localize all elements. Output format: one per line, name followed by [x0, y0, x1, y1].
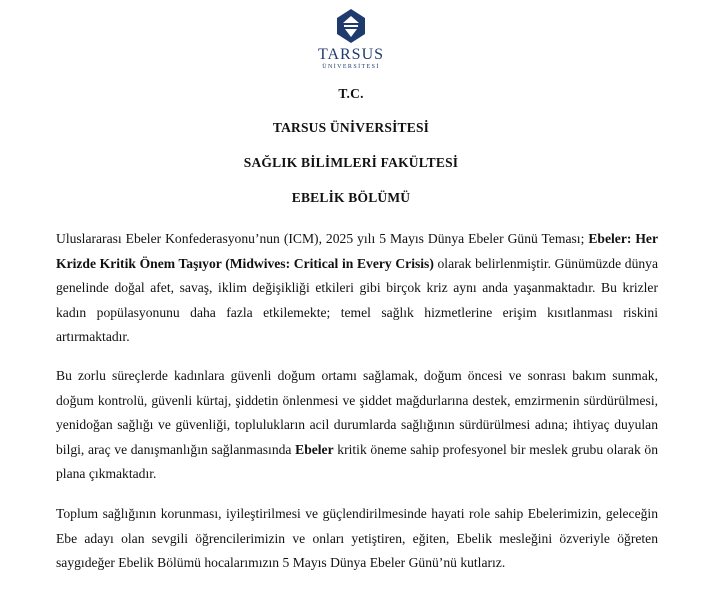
paragraph-role [56, 364, 658, 487]
header-tc: T.C. [338, 86, 364, 101]
paragraph-role-rest: kritik öneme sahip profesyonel bir meslek grubu olarak ön plana çıkmaktadır. [56, 441, 658, 481]
theme-title: Ebeler: Her Krizde Kritik Önem Taşıyor (Midwives: Critical in Every Crisis) [56, 231, 658, 271]
paragraph-role-intro: Bu zorlu süreçlerde kadınlara güvenli doğum ortamı sağlamak, doğum öncesi ve sonrası bakım sunmak, doğum kontrolü, güvenli kürtaj, şiddetin önlenmesi ve şiddet mağdurlarına destek, emzirmenin sürdürülmesi, yenidoğan sağlığı ve güvenliği, toplulukların acil durumlarda sağlığının sürdürülmesi adına; ihtiyaç duyulan bilgi, araç ve danışmanlığın sağlanmasında [56, 368, 658, 457]
paragraph-theme [56, 227, 658, 350]
logo-name: TARSUS [317, 46, 385, 63]
paragraph-theme-rest: olarak belirlenmiştir. Günümüzde dünya genelinde doğal afet, savaş, iklim değişikliği etkileri gibi birçok kriz aynı anda yaşanmaktadır. Bu krizler kadın popülasyonunu daha fazla etkilemekte; temel sağlık hizmetlerine erişim kısıtlanması riskini artırmaktadır. [56, 255, 658, 344]
logo-subtitle: ÜNİVERSİTESİ [322, 64, 380, 70]
university-logo [0, 8, 702, 71]
header-faculty: SAĞLIK BİLİMLERİ FAKÜLTESİ [243, 155, 459, 170]
header-university: TARSUS ÜNİVERSİTESİ [272, 120, 430, 135]
paragraph-theme-intro: Uluslararası Ebeler Konfederasyonu’nun (ICM), 2025 yılı 5 Mayıs Dünya Ebeler Günü Teması; [56, 231, 589, 246]
tarsus-seal-icon [336, 8, 366, 44]
paragraph-greeting: Toplum sağlığının korunması, iyileştirilmesi ve güçlendirilmesinde hayati role sahip Ebelerimizin, geleceğin Ebe adayı olan sevgili öğrencilerimizin ve onları yetiştiren, eğiten, Ebelik mesleğini özveriyle öğreten saygıdeğer Ebelik Bölümü hocalarımızın 5 Mayıs Dünya Ebeler Günü’nü kutlarız. [56, 506, 658, 570]
header-department: EBELİK BÖLÜMÜ [291, 190, 411, 205]
paragraph-role-bold: Ebeler [295, 441, 334, 457]
